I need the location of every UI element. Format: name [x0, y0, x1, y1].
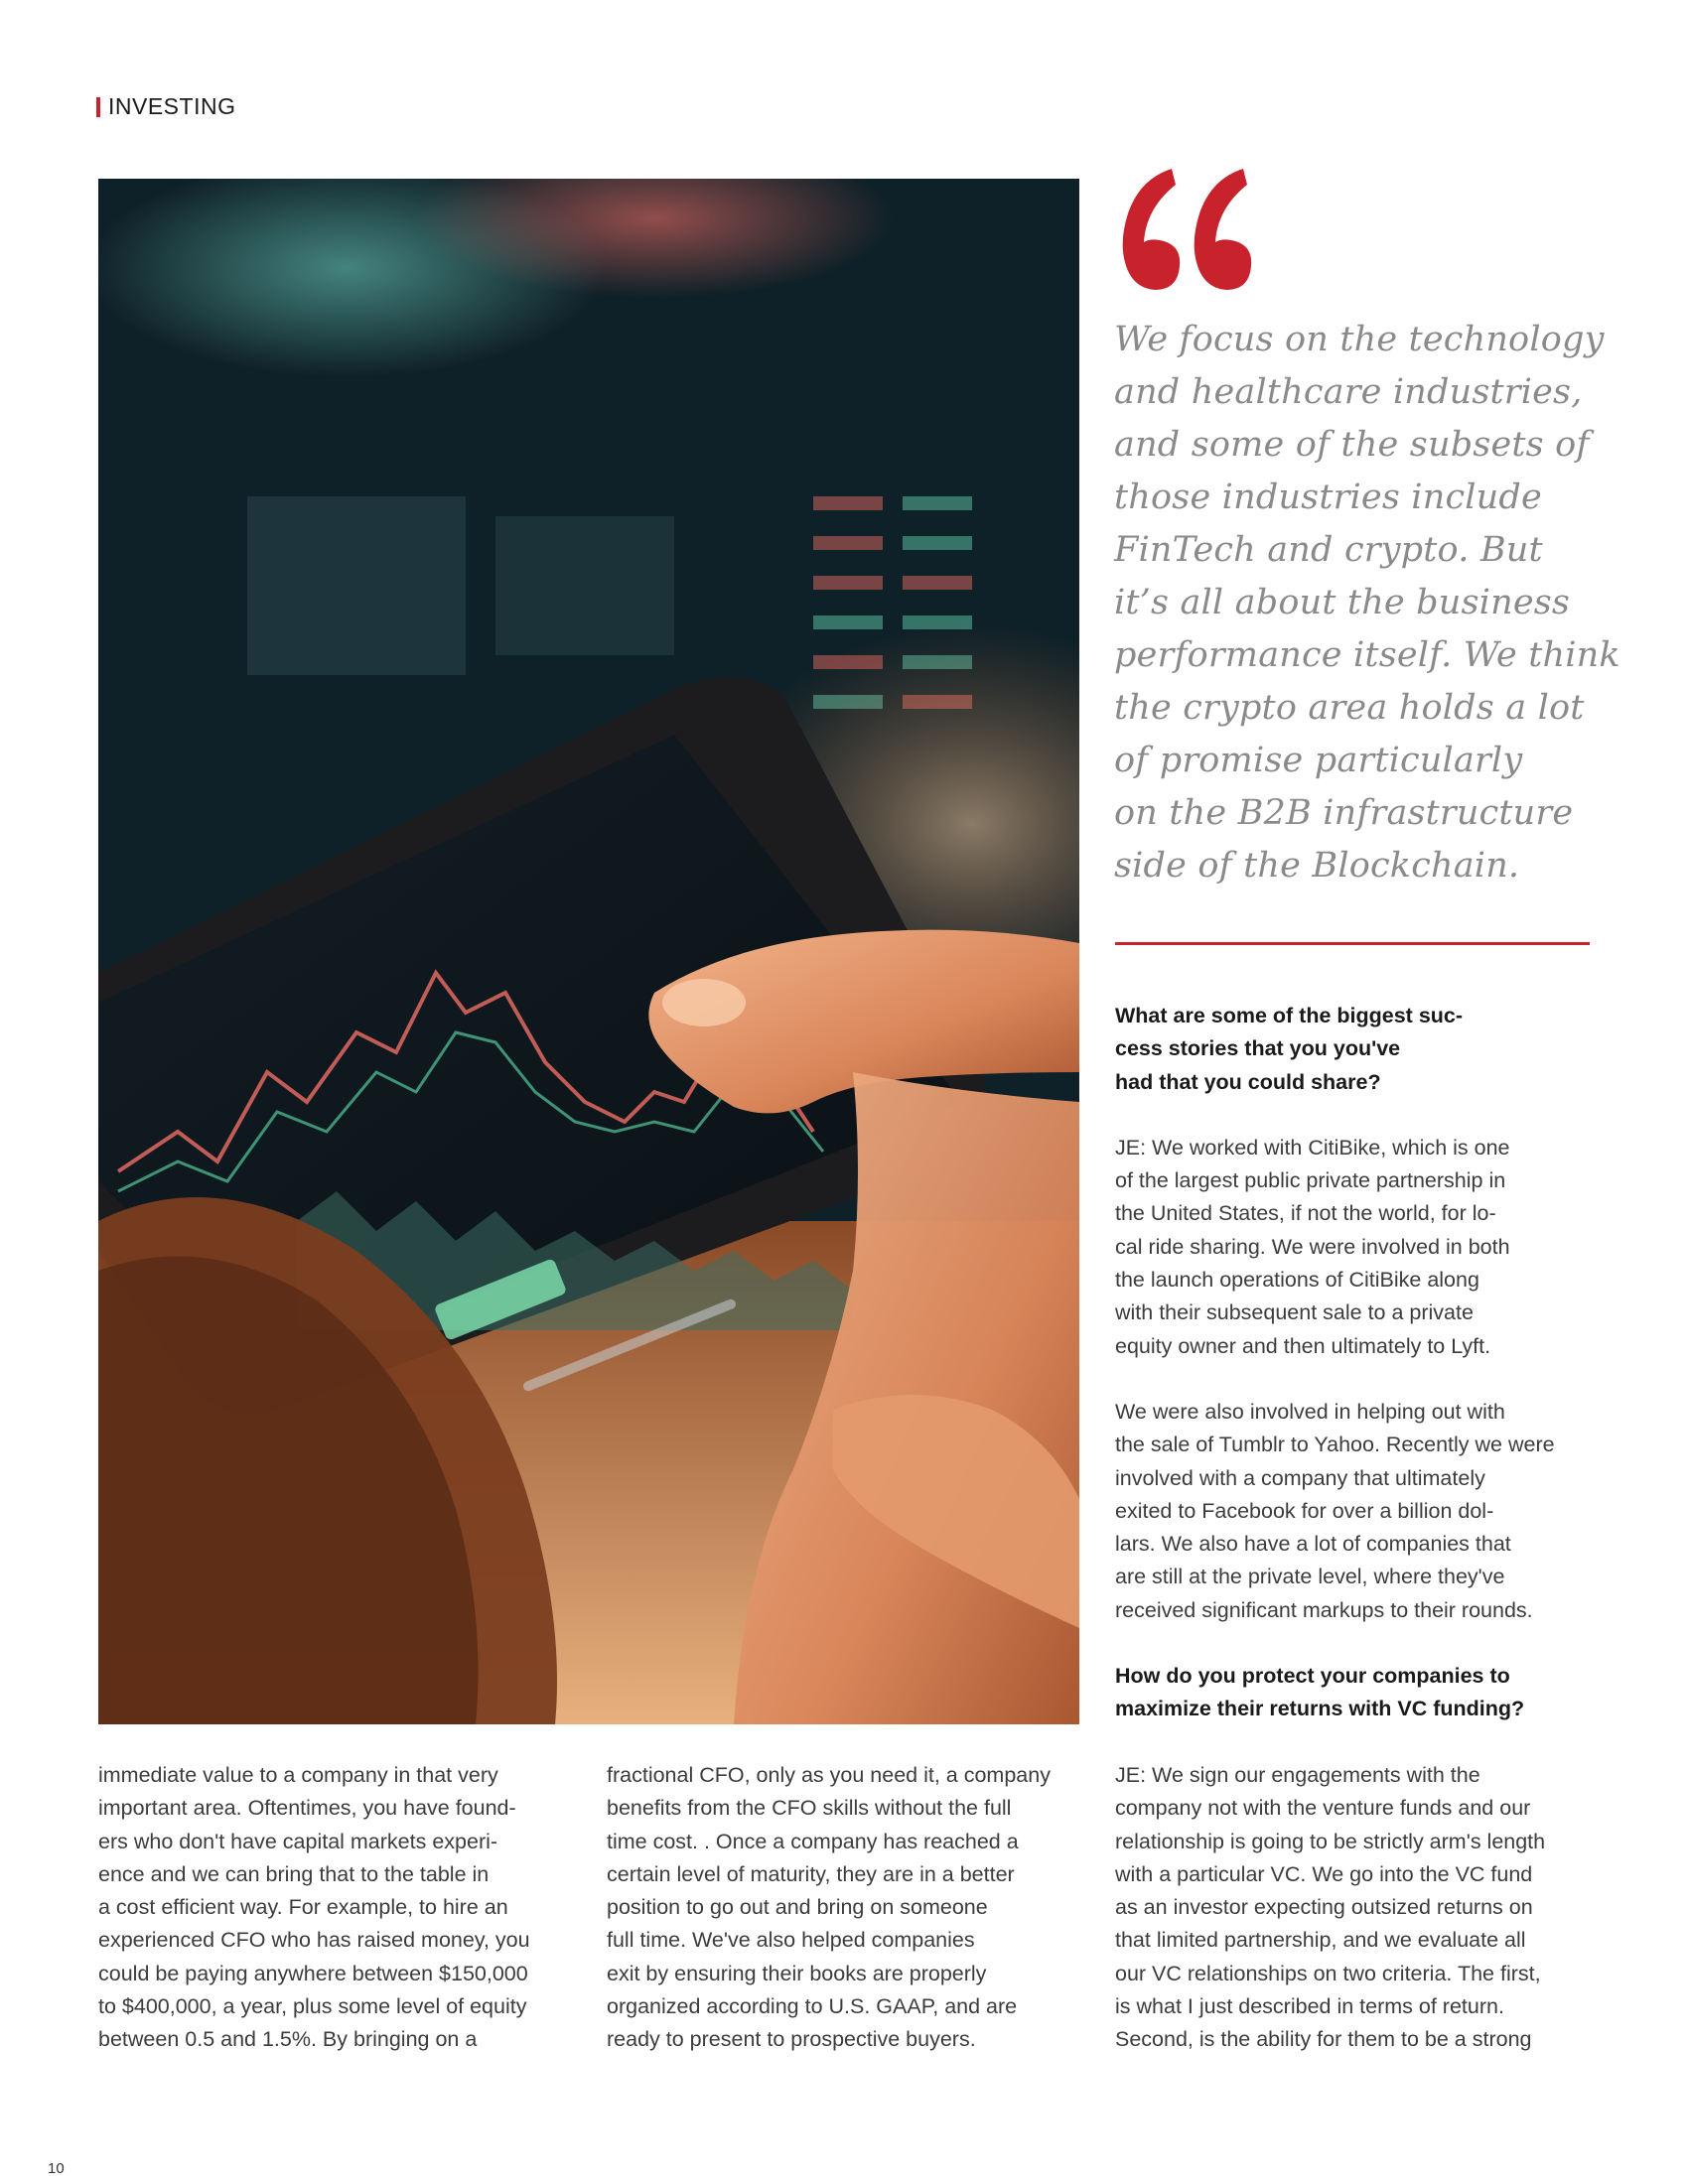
- text-line: full time. We've also helped companies: [607, 1928, 975, 1953]
- section-label: [96, 93, 235, 120]
- quote-mark-icon: [1110, 149, 1259, 308]
- text-line: the launch operations of CitiBike along: [1115, 1268, 1479, 1293]
- pull-quote-line: We focus on the technology: [1114, 320, 1605, 359]
- text-line: maximize their returns with VC funding?: [1115, 1697, 1525, 1721]
- text-line: Second, is the ability for them to be a strong: [1115, 2027, 1532, 2052]
- text-line: had that you could share?: [1115, 1069, 1381, 1094]
- text-line: JE: We worked with CitiBike, which is one: [1115, 1135, 1510, 1160]
- section-title: INVESTING: [108, 93, 236, 119]
- text-line: is what I just described in terms of return.: [1115, 1994, 1504, 2019]
- text-line: between 0.5 and 1.5%. By bringing on a: [98, 2027, 478, 2052]
- text-line: our VC relationships on two criteria. The first,: [1115, 1961, 1541, 1985]
- text-line: the United States, if not the world, for lo-: [1115, 1201, 1496, 1226]
- text-line: equity owner and then ultimately to Lyft.: [1115, 1333, 1491, 1358]
- text-line: ence and we can bring that to the table in: [98, 1861, 490, 1886]
- interview-question-2: [1115, 1660, 1602, 1726]
- pull-quote-line: on the B2B infrastructure: [1114, 793, 1574, 833]
- bottom-column-1: [98, 1759, 575, 2057]
- pull-quote: [1114, 314, 1620, 892]
- pull-quote-line: and some of the subsets of: [1114, 425, 1590, 465]
- text-line: of the largest public private partnership in: [1115, 1168, 1506, 1193]
- pull-quote-line: those industries include: [1114, 478, 1542, 517]
- text-line: as an investor expecting outsized returns on: [1115, 1895, 1533, 1920]
- pull-quote-line: side of the Blockchain.: [1114, 846, 1520, 886]
- section-marker: [96, 97, 100, 117]
- text-line: with a particular VC. We go into the VC fund: [1115, 1861, 1533, 1886]
- text-line: cess stories that you you've: [1115, 1036, 1401, 1061]
- page-number: 10: [48, 2160, 65, 2177]
- text-line: fractional CFO, only as you need it, a company: [607, 1763, 1051, 1787]
- pull-quote-line: FinTech and crypto. But: [1114, 530, 1543, 570]
- text-line: How do you protect your companies to: [1115, 1664, 1510, 1689]
- text-line: with their subsequent sale to a private: [1115, 1300, 1474, 1325]
- text-line: certain level of maturity, they are in a better: [607, 1861, 1015, 1886]
- interview-question-1: [1115, 1000, 1602, 1099]
- text-line: received significant markups to their rounds.: [1115, 1597, 1533, 1622]
- pull-quote-line: performance itself. We think: [1114, 635, 1620, 675]
- text-line: could be paying anywhere between $150,000: [98, 1961, 528, 1985]
- pull-quote-line: it’s all about the business: [1114, 583, 1571, 622]
- text-line: involved with a company that ultimately: [1115, 1465, 1485, 1490]
- text-line: time cost. . Once a company has reached a: [607, 1829, 1019, 1853]
- text-line: exited to Facebook for over a billion dol-: [1115, 1498, 1494, 1523]
- text-line: a cost efficient way. For example, to hire an: [98, 1895, 508, 1920]
- text-line: benefits from the CFO skills without the full: [607, 1796, 1012, 1821]
- right-column: [1115, 1000, 1602, 1726]
- text-line: position to go out and bring on someone: [607, 1895, 988, 1920]
- bottom-column-3: [1115, 1759, 1602, 2057]
- text-line: are still at the private level, where they've: [1115, 1565, 1505, 1589]
- text-line: ready to present to prospective buyers.: [607, 2027, 976, 2052]
- text-line: relationship is going to be strictly arm's length: [1115, 1829, 1546, 1853]
- text-line: exit by ensuring their books are properly: [607, 1961, 987, 1985]
- interview-answer-1a: [1115, 1132, 1602, 1363]
- text-line: ers who don't have capital markets experi-: [98, 1829, 498, 1853]
- text-line: JE: We sign our engagements with the: [1115, 1763, 1480, 1787]
- text-line: the sale of Tumblr to Yahoo. Recently we were: [1115, 1433, 1555, 1457]
- text-line: What are some of the biggest suc-: [1115, 1004, 1464, 1027]
- text-line: company not with the venture funds and our: [1115, 1796, 1531, 1821]
- pull-quote-line: the crypto area holds a lot: [1114, 688, 1585, 728]
- text-line: important area. Oftentimes, you have found-: [98, 1796, 516, 1821]
- text-line: to $400,000, a year, plus some level of equity: [98, 1994, 527, 2019]
- text-line: experienced CFO who has raised money, you: [98, 1928, 530, 1953]
- text-line: lars. We also have a lot of companies that: [1115, 1532, 1511, 1557]
- hero-photo-trading-phone: [98, 179, 1079, 1724]
- text-line: We were also involved in helping out with: [1115, 1399, 1505, 1424]
- bottom-column-2: [607, 1759, 1083, 2057]
- quote-divider: [1115, 942, 1590, 945]
- interview-answer-1b: [1115, 1396, 1602, 1627]
- pull-quote-line: of promise particularly: [1114, 741, 1523, 780]
- text-line: cal ride sharing. We were involved in both: [1115, 1234, 1510, 1259]
- text-line: organized according to U.S. GAAP, and are: [607, 1994, 1018, 2019]
- text-line: immediate value to a company in that very: [98, 1763, 498, 1787]
- text-line: that limited partnership, and we evaluate all: [1115, 1928, 1526, 1953]
- pull-quote-line: and healthcare industries,: [1114, 372, 1583, 412]
